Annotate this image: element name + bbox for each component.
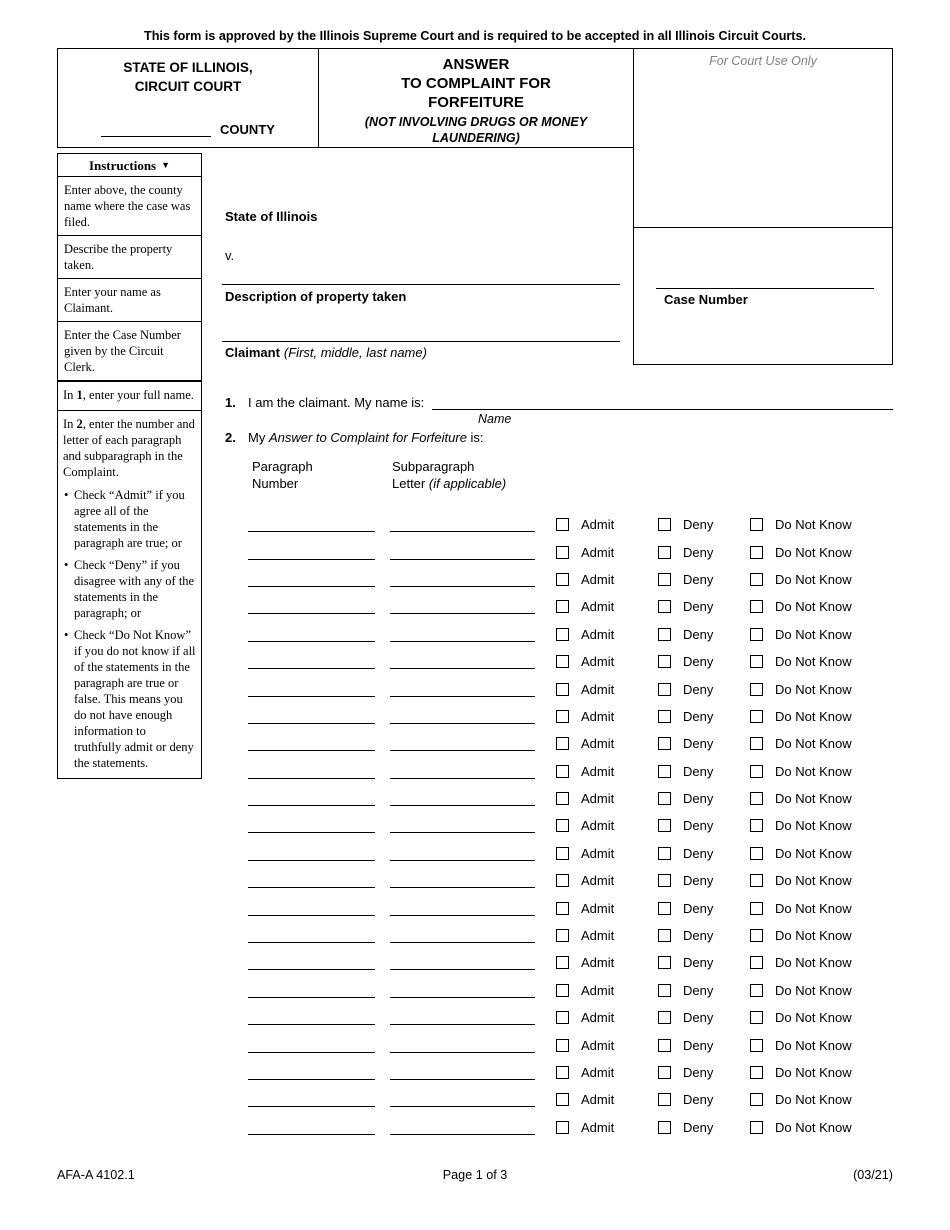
admit-checkbox[interactable] <box>556 518 569 531</box>
deny-label: Deny <box>683 736 714 752</box>
admit-label: Admit <box>581 571 615 587</box>
approval-notice: This form is approved by the Illinois Supreme Court and is required to be accepted in all Illinois Circuit Courts. <box>144 29 806 43</box>
admit-label: Admit <box>581 818 615 834</box>
admit-label: Admit <box>581 845 615 861</box>
paragraph-number-input-line[interactable] <box>248 873 375 888</box>
do-not-know-label: Do Not Know <box>775 599 852 615</box>
form-title-cell <box>318 48 634 148</box>
note2-bullet: • Check “Deny” if you disagree with any of the statements in the paragraph; or <box>63 557 196 621</box>
paragraph-number-input-line[interactable] <box>248 1065 375 1080</box>
deny-checkbox[interactable] <box>658 1011 671 1024</box>
admit-label: Admit <box>581 928 615 944</box>
deny-checkbox[interactable] <box>658 628 671 641</box>
deny-checkbox[interactable] <box>658 683 671 696</box>
item-1-row <box>225 393 893 410</box>
paragraph-number-input-line[interactable] <box>248 572 375 587</box>
instructions-items <box>57 177 202 381</box>
deny-checkbox[interactable] <box>658 819 671 832</box>
do-not-know-label: Do Not Know <box>775 791 852 807</box>
admit-checkbox[interactable] <box>556 737 569 750</box>
do-not-know-label: Do Not Know <box>775 517 852 533</box>
admit-checkbox[interactable] <box>556 956 569 969</box>
deny-label: Deny <box>683 1119 714 1135</box>
note-2-text: In <box>63 417 77 431</box>
deny-label: Deny <box>683 571 714 587</box>
do-not-know-checkbox[interactable] <box>750 929 763 942</box>
do-not-know-checkbox[interactable] <box>750 984 763 997</box>
paragraph-number-input-line[interactable] <box>248 709 375 724</box>
admit-checkbox[interactable] <box>556 1039 569 1052</box>
paragraph-number-input-line[interactable] <box>248 517 375 532</box>
admit-label: Admit <box>581 654 615 670</box>
answer-row <box>225 511 893 538</box>
note2-bullets <box>63 487 196 771</box>
answer-row <box>225 785 893 812</box>
subparagraph-letter-input-line[interactable] <box>390 955 535 970</box>
admit-checkbox[interactable] <box>556 1093 569 1106</box>
admit-label: Admit <box>581 955 615 971</box>
do-not-know-label: Do Not Know <box>775 955 852 971</box>
answer-row <box>225 1114 893 1141</box>
deny-checkbox[interactable] <box>658 984 671 997</box>
do-not-know-checkbox[interactable] <box>750 1093 763 1106</box>
note2-bullet: • Check “Do Not Know” if you do not know if all of the statements in the paragraph are true or false. This means you do not have enough information to truthfully admit or deny the statements. <box>63 627 196 771</box>
do-not-know-checkbox[interactable] <box>750 573 763 586</box>
item-2-number: 2. <box>225 430 236 445</box>
do-not-know-checkbox[interactable] <box>750 902 763 915</box>
do-not-know-label: Do Not Know <box>775 1010 852 1026</box>
chevron-down-icon: ▼ <box>161 160 171 170</box>
do-not-know-label: Do Not Know <box>775 763 852 779</box>
subparagraph-letter-input-line[interactable] <box>390 1038 535 1053</box>
instruction-item: Enter the Case Number given by the Circuit Clerk. <box>57 321 202 381</box>
do-not-know-checkbox[interactable] <box>750 546 763 559</box>
answer-row <box>225 1059 893 1086</box>
deny-checkbox[interactable] <box>658 792 671 805</box>
do-not-know-checkbox[interactable] <box>750 956 763 969</box>
deny-label: Deny <box>683 544 714 560</box>
do-not-know-checkbox[interactable] <box>750 1066 763 1079</box>
answer-row <box>225 867 893 894</box>
deny-checkbox[interactable] <box>658 765 671 778</box>
deny-label: Deny <box>683 818 714 834</box>
paragraph-number-input-line[interactable] <box>248 983 375 998</box>
deny-label: Deny <box>683 763 714 779</box>
do-not-know-label: Do Not Know <box>775 818 852 834</box>
col2-line2: Letter (if applicable) <box>392 476 507 491</box>
subparagraph-letter-input-line[interactable] <box>390 983 535 998</box>
answer-row <box>225 730 893 757</box>
do-not-know-checkbox[interactable] <box>750 600 763 613</box>
do-not-know-label: Do Not Know <box>775 544 852 560</box>
instructions-header-label: Instructions <box>88 157 157 173</box>
instruction-item: Describe the property taken. <box>57 235 202 279</box>
case-number-label: Case Number <box>664 292 748 307</box>
court-line1: STATE OF ILLINOIS, <box>123 60 253 75</box>
paragraph-number-input-line[interactable] <box>248 654 375 669</box>
item-2-label: My Answer to Complaint for Forfeiture is: <box>248 430 484 445</box>
form-title-line3: FORFEITURE <box>428 94 524 111</box>
property-description-input-line[interactable] <box>222 284 620 285</box>
answer-row <box>225 538 893 565</box>
note-2-number: 2 <box>76 417 83 431</box>
paragraph-number-input-line[interactable] <box>248 1092 375 1107</box>
subparagraph-letter-input-line[interactable] <box>390 572 535 587</box>
note-1-rest: , enter your full name. <box>82 388 194 402</box>
do-not-know-label: Do Not Know <box>775 681 852 697</box>
do-not-know-label: Do Not Know <box>775 900 852 916</box>
deny-checkbox[interactable] <box>658 1121 671 1134</box>
admit-checkbox[interactable] <box>556 546 569 559</box>
do-not-know-label: Do Not Know <box>775 1037 852 1053</box>
paragraph-number-input-line[interactable] <box>248 818 375 833</box>
deny-label: Deny <box>683 845 714 861</box>
deny-checkbox[interactable] <box>658 1066 671 1079</box>
paragraph-number-input-line[interactable] <box>248 901 375 916</box>
answer-row <box>225 922 893 949</box>
do-not-know-checkbox[interactable] <box>750 765 763 778</box>
side-notes <box>57 381 202 779</box>
do-not-know-label: Do Not Know <box>775 1119 852 1135</box>
deny-checkbox[interactable] <box>658 710 671 723</box>
paragraph-number-input-line[interactable] <box>248 1120 375 1135</box>
do-not-know-label: Do Not Know <box>775 654 852 670</box>
court-use-only-cell <box>633 48 893 228</box>
answer-row <box>225 840 893 867</box>
answer-row <box>225 593 893 620</box>
admit-label: Admit <box>581 763 615 779</box>
col2-line1: Subparagraph <box>392 459 475 474</box>
form-title-line1: ANSWER <box>442 56 510 73</box>
deny-label: Deny <box>683 791 714 807</box>
do-not-know-checkbox[interactable] <box>750 1011 763 1024</box>
paragraph-number-input-line[interactable] <box>248 764 375 779</box>
subparagraph-letter-input-line[interactable] <box>390 764 535 779</box>
answer-row <box>225 758 893 785</box>
deny-label: Deny <box>683 1065 714 1080</box>
answer-row <box>225 894 893 921</box>
deny-label: Deny <box>683 626 714 642</box>
answer-rows <box>225 511 893 1141</box>
form-title-subtitle: (NOT INVOLVING DRUGS OR MONEY LAUNDERING) <box>364 115 588 145</box>
deny-label: Deny <box>683 900 714 916</box>
deny-label: Deny <box>683 928 714 944</box>
subparagraph-letter-input-line[interactable] <box>390 1065 535 1080</box>
item-1-label: I am the claimant. My name is: <box>248 395 425 410</box>
admit-checkbox[interactable] <box>556 683 569 696</box>
admit-label: Admit <box>581 599 615 615</box>
admit-checkbox[interactable] <box>556 765 569 778</box>
subparagraph-letter-input-line[interactable] <box>390 736 535 751</box>
item-1-number: 1. <box>225 395 236 410</box>
admit-checkbox[interactable] <box>556 710 569 723</box>
deny-checkbox[interactable] <box>658 546 671 559</box>
admit-label: Admit <box>581 1065 615 1080</box>
admit-label: Admit <box>581 982 615 998</box>
subparagraph-letter-input-line[interactable] <box>390 709 535 724</box>
item-2-row <box>225 430 484 445</box>
note-2-intro <box>63 416 196 480</box>
answer-row <box>225 1086 893 1113</box>
admit-checkbox[interactable] <box>556 655 569 668</box>
deny-checkbox[interactable] <box>658 518 671 531</box>
deny-checkbox[interactable] <box>658 737 671 750</box>
deny-label: Deny <box>683 955 714 971</box>
paragraph-number-input-line[interactable] <box>248 599 375 614</box>
deny-label: Deny <box>683 1092 714 1108</box>
do-not-know-checkbox[interactable] <box>750 628 763 641</box>
deny-checkbox[interactable] <box>658 573 671 586</box>
do-not-know-label: Do Not Know <box>775 1092 852 1108</box>
subparagraph-letter-input-line[interactable] <box>390 1092 535 1107</box>
answer-row <box>225 621 893 648</box>
subparagraph-letter-input-line[interactable] <box>390 791 535 806</box>
paragraph-number-input-line[interactable] <box>248 682 375 697</box>
answer-row <box>225 566 893 593</box>
property-description-label: Description of property taken <box>225 289 407 304</box>
admit-label: Admit <box>581 708 615 724</box>
note-1-number: 1 <box>76 388 83 402</box>
paragraph-number-input-line[interactable] <box>248 736 375 751</box>
subparagraph-letter-input-line[interactable] <box>390 682 535 697</box>
deny-label: Deny <box>683 599 714 615</box>
county-row <box>58 122 318 137</box>
do-not-know-label: Do Not Know <box>775 626 852 642</box>
subparagraph-letter-input-line[interactable] <box>390 846 535 861</box>
claimant-name-input-line[interactable] <box>222 341 620 342</box>
note-2-rest: , enter the number and letter of each paragraph and subparagraph in the Complaint. <box>63 417 195 479</box>
admit-label: Admit <box>581 544 615 560</box>
deny-checkbox[interactable] <box>658 902 671 915</box>
admit-checkbox[interactable] <box>556 874 569 887</box>
claimant-label-text: Claimant <box>225 345 280 360</box>
subparagraph-letter-input-line[interactable] <box>390 599 535 614</box>
answer-row <box>225 812 893 839</box>
deny-label: Deny <box>683 1037 714 1053</box>
do-not-know-label: Do Not Know <box>775 708 852 724</box>
admit-checkbox[interactable] <box>556 819 569 832</box>
deny-checkbox[interactable] <box>658 1039 671 1052</box>
answer-row <box>225 648 893 675</box>
subparagraph-letter-column-header <box>392 458 506 492</box>
deny-label: Deny <box>683 681 714 697</box>
deny-label: Deny <box>683 982 714 998</box>
court-line2: CIRCUIT COURT <box>134 79 242 94</box>
instructions-dropdown[interactable] <box>57 153 202 178</box>
do-not-know-checkbox[interactable] <box>750 792 763 805</box>
do-not-know-checkbox[interactable] <box>750 710 763 723</box>
admit-checkbox[interactable] <box>556 792 569 805</box>
admit-checkbox[interactable] <box>556 1011 569 1024</box>
caption-versus: v. <box>225 248 235 263</box>
admit-label: Admit <box>581 681 615 697</box>
note-2 <box>57 410 202 779</box>
do-not-know-label: Do Not Know <box>775 736 852 752</box>
subparagraph-letter-input-line[interactable] <box>390 545 535 560</box>
deny-checkbox[interactable] <box>658 1093 671 1106</box>
paragraph-number-input-line[interactable] <box>248 545 375 560</box>
admit-checkbox[interactable] <box>556 929 569 942</box>
paragraph-number-input-line[interactable] <box>248 791 375 806</box>
deny-checkbox[interactable] <box>658 874 671 887</box>
subparagraph-letter-input-line[interactable] <box>390 517 535 532</box>
do-not-know-label: Do Not Know <box>775 571 852 587</box>
form-title-line2: TO COMPLAINT FOR <box>401 75 551 92</box>
admit-label: Admit <box>581 736 615 752</box>
admit-checkbox[interactable] <box>556 1121 569 1134</box>
claimant-name-field-line[interactable] <box>432 409 893 410</box>
admit-checkbox[interactable] <box>556 902 569 915</box>
form-number: AFA-A 4102.1 <box>57 1168 135 1182</box>
do-not-know-checkbox[interactable] <box>750 683 763 696</box>
subparagraph-letter-input-line[interactable] <box>390 818 535 833</box>
do-not-know-checkbox[interactable] <box>750 1121 763 1134</box>
do-not-know-label: Do Not Know <box>775 1065 852 1080</box>
do-not-know-checkbox[interactable] <box>750 518 763 531</box>
claimant-label <box>225 345 427 360</box>
subparagraph-letter-input-line[interactable] <box>390 873 535 888</box>
do-not-know-label: Do Not Know <box>775 928 852 944</box>
admit-label: Admit <box>581 1119 615 1135</box>
paragraph-number-column-header <box>252 458 313 492</box>
admit-checkbox[interactable] <box>556 628 569 641</box>
do-not-know-checkbox[interactable] <box>750 1039 763 1052</box>
deny-checkbox[interactable] <box>658 847 671 860</box>
do-not-know-checkbox[interactable] <box>750 819 763 832</box>
admit-label: Admit <box>581 1010 615 1026</box>
subparagraph-letter-input-line[interactable] <box>390 1010 535 1025</box>
claimant-label-hint: (First, middle, last name) <box>283 345 427 360</box>
paragraph-number-input-line[interactable] <box>248 627 375 642</box>
subparagraph-letter-input-line[interactable] <box>390 928 535 943</box>
name-hint: Name <box>478 412 512 426</box>
admit-checkbox[interactable] <box>556 984 569 997</box>
note-1-text: In <box>63 388 77 402</box>
note-1 <box>57 381 202 411</box>
admit-label: Admit <box>581 791 615 807</box>
admit-checkbox[interactable] <box>556 600 569 613</box>
subparagraph-letter-input-line[interactable] <box>390 654 535 669</box>
answer-row <box>225 977 893 1004</box>
col1-line2: Number <box>252 476 299 491</box>
instruction-item: Enter above, the county name where the case was filed. <box>57 176 202 236</box>
paragraph-number-input-line[interactable] <box>248 1038 375 1053</box>
county-input-line[interactable] <box>101 123 211 137</box>
revision-date: (03/21) <box>853 1168 893 1182</box>
admit-label: Admit <box>581 1037 615 1053</box>
case-number-input-line[interactable] <box>656 288 874 289</box>
admit-label: Admit <box>581 626 615 642</box>
note2-bullet: • Check “Admit” if you agree all of the statements in the paragraph are true; or <box>63 487 196 551</box>
answer-row <box>225 949 893 976</box>
deny-label: Deny <box>683 708 714 724</box>
paragraph-number-input-line[interactable] <box>248 928 375 943</box>
county-label: COUNTY <box>220 122 275 137</box>
admit-label: Admit <box>581 1092 615 1108</box>
deny-checkbox[interactable] <box>658 600 671 613</box>
answer-row <box>225 703 893 730</box>
court-header-cell <box>57 48 319 148</box>
deny-checkbox[interactable] <box>658 956 671 969</box>
do-not-know-checkbox[interactable] <box>750 847 763 860</box>
subparagraph-letter-input-line[interactable] <box>390 1120 535 1135</box>
deny-label: Deny <box>683 654 714 670</box>
admit-checkbox[interactable] <box>556 573 569 586</box>
instruction-item: Enter your name as Claimant. <box>57 278 202 322</box>
do-not-know-label: Do Not Know <box>775 982 852 998</box>
paragraph-number-input-line[interactable] <box>248 955 375 970</box>
do-not-know-checkbox[interactable] <box>750 737 763 750</box>
answer-row <box>225 1004 893 1031</box>
admit-label: Admit <box>581 517 615 533</box>
admit-label: Admit <box>581 900 615 916</box>
deny-checkbox[interactable] <box>658 655 671 668</box>
deny-label: Deny <box>683 873 714 889</box>
page-number: Page 1 of 3 <box>442 1168 508 1182</box>
deny-label: Deny <box>683 1010 714 1026</box>
admit-checkbox[interactable] <box>556 1066 569 1079</box>
answer-row <box>225 1031 893 1058</box>
paragraph-number-input-line[interactable] <box>248 846 375 861</box>
answer-row <box>225 675 893 702</box>
subparagraph-letter-input-line[interactable] <box>390 627 535 642</box>
subparagraph-letter-input-line[interactable] <box>390 901 535 916</box>
do-not-know-checkbox[interactable] <box>750 874 763 887</box>
do-not-know-checkbox[interactable] <box>750 655 763 668</box>
deny-label: Deny <box>683 517 714 533</box>
paragraph-number-input-line[interactable] <box>248 1010 375 1025</box>
do-not-know-label: Do Not Know <box>775 845 852 861</box>
col1-line1: Paragraph <box>252 459 313 474</box>
admit-label: Admit <box>581 873 615 889</box>
caption-state: State of Illinois <box>225 209 318 224</box>
court-use-only-label: For Court Use Only <box>709 54 817 68</box>
admit-checkbox[interactable] <box>556 847 569 860</box>
do-not-know-label: Do Not Know <box>775 873 852 889</box>
case-number-cell <box>633 227 893 365</box>
deny-checkbox[interactable] <box>658 929 671 942</box>
